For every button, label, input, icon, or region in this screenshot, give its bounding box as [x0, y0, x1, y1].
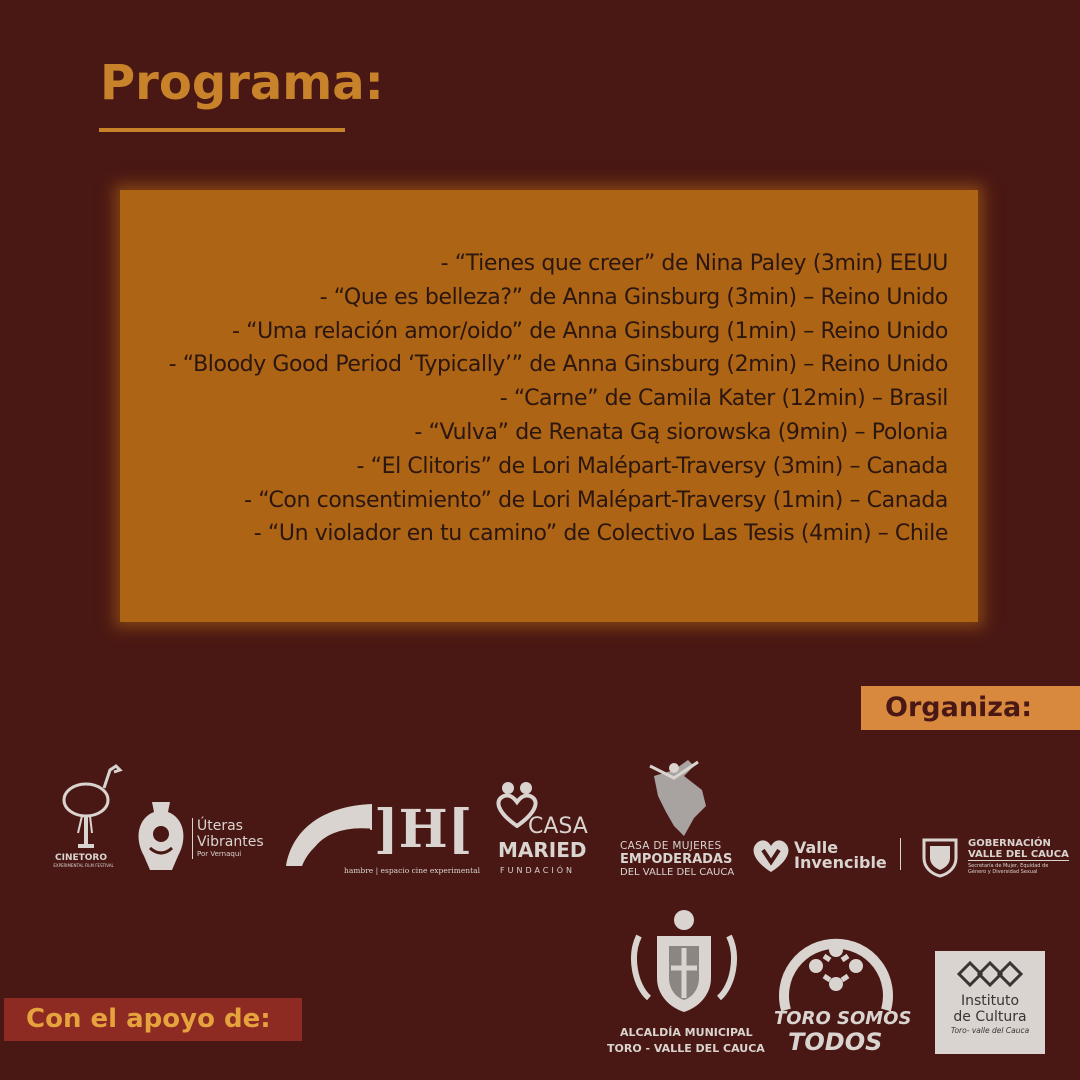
organiza-label: Organiza:	[861, 686, 1080, 730]
gobernacion-line3: Secretaría de Mujer, Equidad de	[968, 863, 1049, 869]
uteras-line3: Por Vernaqui	[197, 850, 242, 858]
valle-heart-icon	[750, 836, 792, 874]
casa-mujeres-line3: DEL VALLE DEL CAUCA	[620, 867, 735, 878]
uteras-line1: Úteras	[197, 818, 243, 834]
program-item: - “Con consentimiento” de Lori Malépart-Traversy (1min) – Canada	[244, 487, 948, 513]
cinetoro-logo	[48, 758, 143, 878]
hambre-caption: hambre | espacio cine experimental	[344, 866, 480, 875]
toro-somos-line2: TODOS	[788, 1028, 883, 1056]
uteras-logo	[132, 798, 272, 878]
gobernacion-line4: Género y Diversidad Sexual	[968, 869, 1038, 875]
cinetoro-sub: EXPERIMENTAL FILM FESTIVAL	[53, 863, 114, 868]
casa-mujeres-logo	[618, 756, 740, 880]
instituto-line1: Instituto	[960, 993, 1020, 1009]
program-item: - “Uma relación amor/oido” de Anna Ginsburg (1min) – Reino Unido	[231, 318, 948, 344]
casa-maried-line3: FUNDACIÓN	[500, 866, 576, 875]
program-item: - “Que es belleza?” de Anna Ginsburg (3min) – Reino Unido	[319, 284, 948, 310]
toro-somos-todos-logo	[770, 922, 912, 1058]
valle-line1: Valle	[794, 838, 839, 857]
apoyo-label: Con el apoyo de:	[4, 998, 302, 1041]
cinetoro-bird-icon	[58, 758, 128, 853]
casa-mujeres-line1: CASA DE MUJERES	[620, 840, 722, 852]
casa-maried-logo	[490, 780, 600, 880]
valle-divider	[900, 838, 901, 870]
cinetoro-name: CINETORO	[54, 853, 107, 863]
program-item: - “Un violador en tu camino” de Colectivo Las Tesis (4min) – Chile	[253, 521, 948, 547]
alcaldia-line2: TORO - VALLE DEL CAUCA	[607, 1042, 765, 1055]
gobernacion-line2: VALLE DEL CAUCA	[968, 849, 1069, 860]
gobernacion-logo	[918, 834, 1070, 880]
gobernacion-line1: GOBERNACIÓN	[968, 838, 1051, 849]
hambre-mark: ]H[	[374, 799, 473, 860]
program-item: - “El Clitoris” de Lori Malépart-Traversy (3min) – Canada	[356, 453, 948, 479]
instituto-line3: Toro- valle del Cauca	[950, 1026, 1030, 1035]
dancer-map-icon	[644, 756, 714, 836]
instituto-line2: de Cultura	[953, 1009, 1027, 1025]
casa-mujeres-line2: EMPODERADAS	[620, 852, 733, 867]
toro-somos-line1: TORO SOMOS	[774, 1008, 912, 1029]
hambre-wing-icon	[282, 800, 377, 868]
alcaldia-logo	[604, 906, 764, 1056]
amphora-icon	[132, 798, 190, 878]
people-circle-icon	[776, 922, 896, 1012]
valle-line2: Invencible	[794, 853, 887, 872]
uteras-line2: Vibrantes	[197, 834, 264, 850]
title-underline	[99, 128, 345, 132]
shield-icon	[918, 834, 962, 878]
alcaldia-line1: ALCALDÍA MUNICIPAL	[620, 1026, 753, 1039]
casa-maried-line1: CASA	[528, 814, 588, 839]
casa-maried-line2: MARIED	[498, 838, 587, 862]
program-item: - “Vulva” de Renata Gą siorowska (9min) – Polonia	[414, 419, 948, 445]
program-item: - “Bloody Good Period ‘Typically’” de Anna Ginsburg (2min) – Reino Unido	[168, 352, 948, 378]
program-item: - “Carne” de Camila Kater (12min) – Brasil	[499, 386, 948, 412]
program-item: - “Tienes que creer” de Nina Paley (3min) EEUU	[440, 251, 948, 276]
program-box	[120, 190, 978, 622]
coat-of-arms-icon	[629, 906, 739, 1018]
page-title: Programa:	[100, 55, 384, 111]
instituto-cultura-logo	[935, 951, 1045, 1054]
instituto-diamonds-icon	[955, 959, 1025, 989]
hambre-logo	[282, 799, 480, 878]
valle-invencible-logo	[750, 834, 910, 876]
